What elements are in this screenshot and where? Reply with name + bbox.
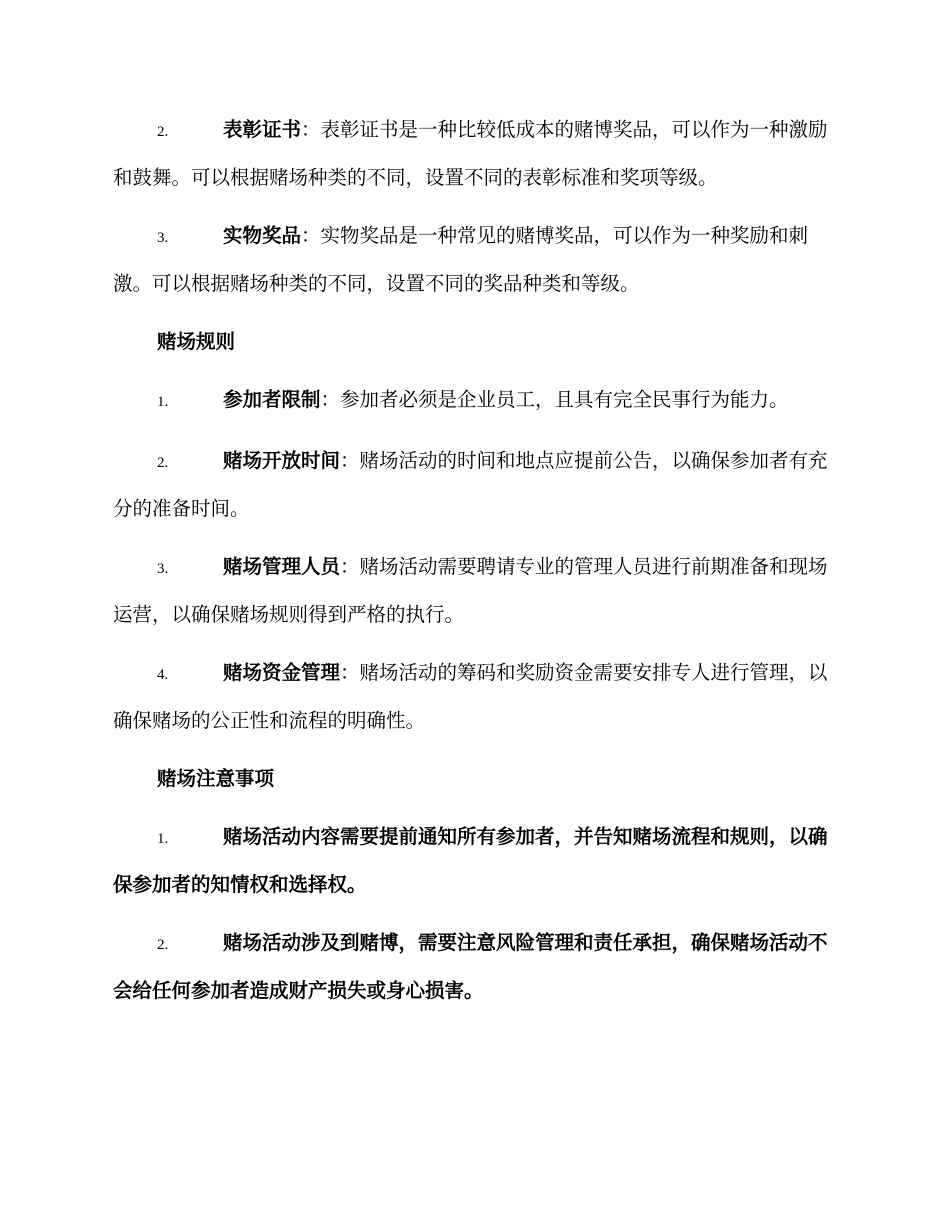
item-term: 赌场资金管理 xyxy=(223,661,341,684)
section-heading-rules: 赌场规则 xyxy=(157,330,236,353)
item-separator: ： xyxy=(301,224,321,247)
item-separator: ： xyxy=(340,555,360,578)
item-text: 赌场活动的筹码和奖励资金需要安排专人进行管理，以确保赌场的公正性和流程的明确性。 xyxy=(113,661,828,732)
list-number: 4. xyxy=(157,667,169,683)
note-item-notice xyxy=(113,814,835,907)
list-number: 1. xyxy=(157,831,169,847)
rule-item-opening-time xyxy=(113,438,835,531)
document-page xyxy=(113,107,835,1026)
item-term: 参加者限制 xyxy=(223,388,321,411)
item-term: 表彰证书 xyxy=(223,118,302,141)
list-number: 2. xyxy=(157,455,169,471)
item-text: 赌场活动涉及到赌博，需要注意风险管理和责任承担，确保赌场活动不会给任何参加者造成财产损失或身心损害。 xyxy=(113,931,828,1002)
item-term: 赌场管理人员 xyxy=(223,555,341,578)
rule-item-staff xyxy=(113,544,835,637)
item-text: 赌场活动需要聘请专业的管理人员进行前期准备和现场运营，以确保赌场规则得到严格的执行。 xyxy=(113,555,828,626)
list-number: 2. xyxy=(157,124,169,140)
item-text: 实物奖品是一种常见的赌博奖品，可以作为一种奖励和刺激。可以根据赌场种类的不同，设置不同的奖品种类和等级。 xyxy=(113,224,809,295)
rule-item-funds xyxy=(113,650,835,743)
note-item-risk xyxy=(113,920,835,1013)
item-term: 赌场开放时间 xyxy=(223,449,341,472)
item-separator: ： xyxy=(301,118,321,141)
item-text: 表彰证书是一种比较低成本的赌博奖品，可以作为一种激励和鼓舞。可以根据赌场种类的不同，设置不同的表彰标准和奖项等级。 xyxy=(113,118,828,189)
list-number: 3. xyxy=(157,561,169,577)
item-separator: ： xyxy=(340,661,360,684)
section-heading-notes: 赌场注意事项 xyxy=(157,767,275,790)
list-number: 3. xyxy=(157,230,169,246)
award-item-physical-prize xyxy=(113,213,835,306)
award-item-certificate xyxy=(113,107,835,200)
list-number: 1. xyxy=(157,394,169,410)
item-separator: ： xyxy=(340,449,360,472)
item-text: 赌场活动内容需要提前通知所有参加者，并告知赌场流程和规则，以确保参加者的知情权和选择权。 xyxy=(113,825,828,896)
item-text: 参加者必须是企业员工，且具有完全民事行为能力。 xyxy=(340,388,789,411)
rule-item-participants xyxy=(113,377,835,425)
item-separator: ： xyxy=(320,388,341,411)
item-text: 赌场活动的时间和地点应提前公告，以确保参加者有充分的准备时间。 xyxy=(113,449,828,520)
item-term: 实物奖品 xyxy=(223,224,302,247)
list-number: 2. xyxy=(157,937,169,953)
